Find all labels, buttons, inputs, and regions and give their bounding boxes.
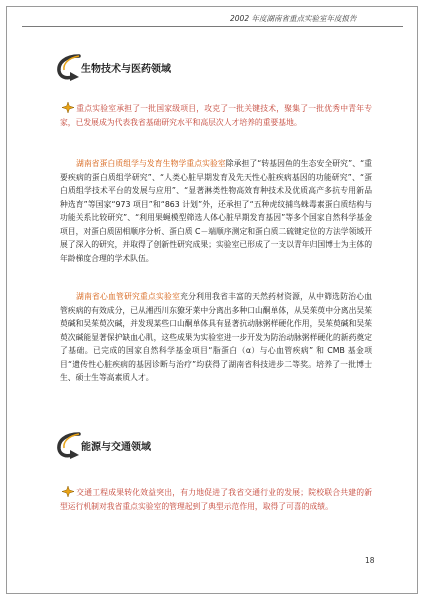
sparkle-star-icon: [60, 486, 76, 497]
section-title: 能源与交通领域: [81, 441, 151, 453]
section-energy-transport: [55, 430, 151, 460]
header-rule: [22, 26, 403, 27]
sparkle-star-icon: [60, 102, 76, 113]
page-number: 18: [365, 556, 375, 565]
section-biotech: [55, 52, 171, 82]
paragraph-transport: [60, 486, 372, 513]
lab-name: 湖南省心血管研究重点实验室: [76, 292, 181, 301]
paragraph-body: 充分利用我省丰富的天然药材资源，从中筛选防治心血管疾病的有效成分，已从湘西川东獠牙莱中分离出多种口山酮单体，从吴茱萸中分离出吴茱萸碱和吴茱萸次碱，并发现某些口山酮单体具有显著抗动脉粥样硬化作用，吴茱萸碱和吴茱萸次碱能显著保护缺血心肌，这些成果为实验室进一步开发为防治动脉粥样硬化的新药奠定了基础。已完成的国家自然科学基金项目“脂蛋白（α）与心血管疾病” 和 CMB 基金项目“遗传性心脏疾病的基因诊断与治疗”均获得了湖南省科技进步二等奖。培养了一批博士生、硕士生等高素质人才。: [60, 292, 373, 382]
paragraph-proteomics-lab: [60, 157, 372, 265]
paragraph-body: 除承担了“转基因鱼的生态安全研究”、“重要疾病的蛋白质组学研究”、“人类心脏早期发育及先天性心脏疾病基因的功能研究”、“蛋白质组学技术平台的发展与应用”、“显著淋类性物高效育种技术及优质高产多抗专用新品种选育”等国家“973 项目”和“863 计划”外，还承担了“五种虎纹捕鸟蛛毒素蛋白质结构与功能关系比较研究”、“利用果蝇模型筛选人体心脏早期发育基因”等多个国家自然科学基金项目，对蛋白质固相顺序分析、蛋白质 C－端顺序测定和蛋白质二硫键定位的方法学领域开展了深入的研究，并取得了创新性研究成果；实验室已形成了一支以青年归国博士为主体的年龄梯度合理的学术队伍。: [60, 159, 372, 263]
highlight-text: 重点实验室承担了一批国家级项目，攻克了一批关键技术，聚集了一批优秀中青年专家，已发展成为代表我省基础研究水平和高层次人才培养的重要基地。: [60, 104, 372, 127]
section-title: 生物技术与医药领域: [81, 63, 171, 75]
running-header: 2002 年度湖南省重点实验室年度报告: [230, 14, 357, 23]
highlight-text: 交通工程成果转化效益突出，有力地促进了我省交通行业的发展；院校联合共建的新型运行机制对我省重点实验室的管理起到了典型示范作用，取得了可喜的成绩。: [60, 488, 372, 511]
paragraph-key-labs: [60, 102, 372, 129]
paragraph-cardio-lab: [60, 290, 372, 385]
lab-name: 湖南省蛋白质组学与发育生物学重点实验室: [76, 159, 226, 168]
